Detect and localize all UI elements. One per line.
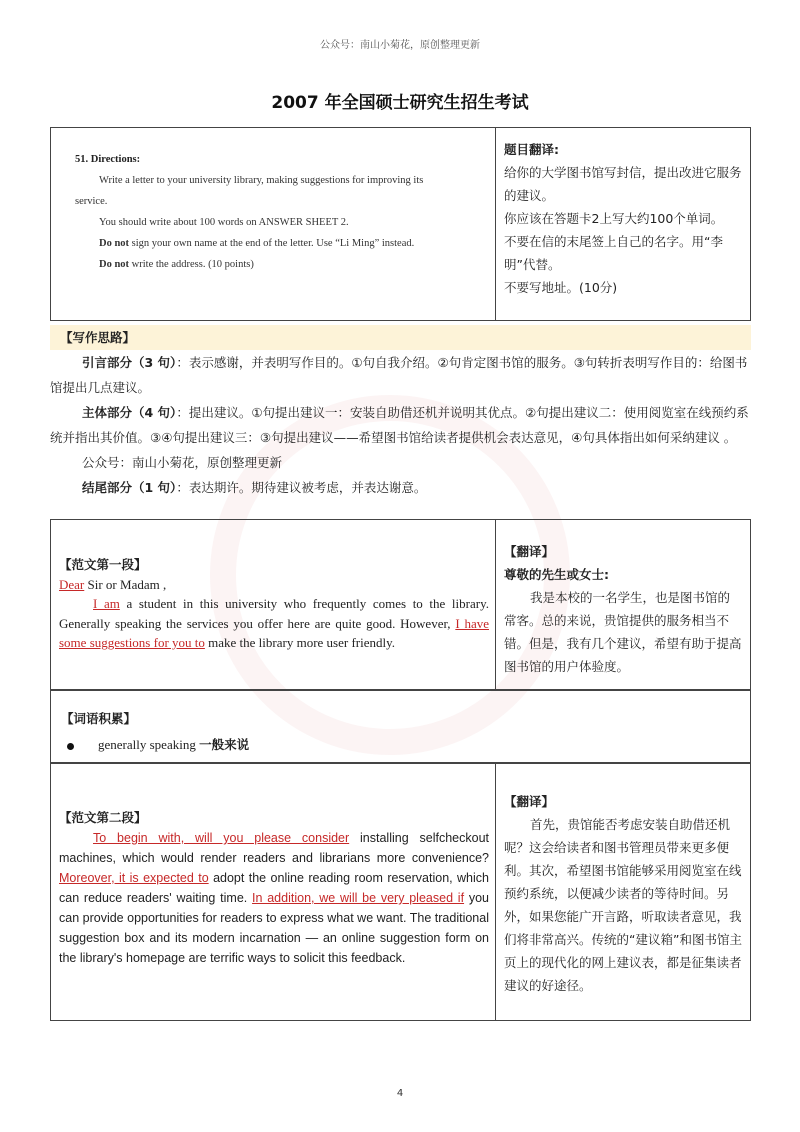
sample1-table	[50, 519, 751, 690]
trans1-label: 【翻译】	[504, 544, 555, 559]
directions-line-1: Write a letter to your university library, making suggestions for improving its	[99, 175, 424, 186]
ideas-header: 【写作思路】	[50, 325, 751, 350]
sample2-text-2: adopt the online reading room reservation, which can reduce readers' waiting time.	[59, 871, 489, 905]
translation-line-2: 你应该在答题卡2上写大约100个单词。	[504, 211, 724, 226]
salutation-rest: Sir or Madam ,	[84, 576, 167, 592]
directions-line-3: You should write about 100 words on ANSWER SHEET 2.	[99, 217, 349, 228]
translation-line-4: 不要写地址。(10分)	[504, 280, 618, 295]
intro-label: 引言部分（3 句）	[82, 355, 177, 370]
ideas-note: 公众号：南山小菊花，原创整理更新	[82, 455, 283, 470]
trans2-cell	[496, 764, 751, 1021]
highlight-suggestions: I have some suggestions for you to	[59, 615, 490, 650]
question-table	[50, 127, 751, 321]
sample2-paragraph	[59, 828, 489, 968]
salutation-dear: Dear	[59, 576, 85, 592]
sample1-text-2: make the library more user friendly.	[204, 635, 396, 650]
translation-line-3: 不要在信的末尾签上自己的名字。用“李明”代替。	[504, 234, 723, 272]
directions-title: 51. Directions:	[75, 154, 141, 165]
ideas-intro	[50, 350, 751, 400]
sample2-cell	[51, 764, 496, 1021]
directions-cell	[51, 128, 496, 321]
trans2-text: 首先，贵馆能否考虑安装自助借还机呢？这会给读者和图书管理员带来更多便利。其次，希望图书馆能够采用阅览室在线预约系统，以便减少读者的等待时间。另外，如果您能广开言路，听取读者意见，我们将非常高兴。传统的“建议箱”和图书馆主页上的现代化的网上建议表，都是征集读者建议的好途径。	[504, 817, 742, 993]
bullet-icon	[67, 743, 74, 750]
translation-line-1: 给你的大学图书馆写封信，提出改进它服务的建议。	[504, 165, 742, 203]
trans1-text: 我是本校的一名学生，也是图书馆的常客。总的来说，贵馆提供的服务相当不错。但是，我有几个建议，希望有助于提高图书馆的用户体验度。	[504, 590, 742, 674]
vocab-cell	[51, 691, 751, 763]
sample1-label: 【范文第一段】	[59, 557, 147, 572]
header-note: 公众号：南山小菊花，原创整理更新	[320, 40, 480, 51]
vocab-cn: 一般来说	[199, 737, 250, 752]
ideas-end	[50, 475, 751, 500]
highlight-moreover: Moreover, it is expected to	[59, 871, 209, 885]
sample2-table	[50, 763, 751, 1021]
end-text: ：表达期许。期待建议被考虑，并表达谢意。	[176, 480, 427, 495]
end-label: 结尾部分（1 句）	[82, 480, 177, 495]
do-not-2: Do not	[99, 259, 130, 270]
sample1-text-1: a student in this university who frequently comes to the library. Generally speaking the services you offer here are quite good. However,	[59, 596, 489, 631]
directions-line-2: service.	[75, 196, 108, 207]
highlight-begin: To begin with, will you please consider	[93, 831, 350, 845]
do-not-1: Do not	[99, 238, 130, 249]
page-title: 2007 年全国硕士研究生招生考试	[271, 93, 529, 113]
sample1-paragraph	[59, 594, 489, 653]
intro-text: ：表示感谢，并表明写作目的。①句自我介绍。②句肯定图书馆的服务。③句转折表明写作目的：给图书馆提出几点建议。	[50, 355, 748, 395]
vocab-item	[61, 735, 742, 753]
vocab-table	[50, 690, 751, 763]
directions-line-4	[75, 233, 485, 254]
page-number: 4	[396, 1088, 404, 1099]
highlight-addition: In addition, we will be very pleased if	[252, 891, 465, 905]
trans1-cell	[496, 520, 751, 690]
ideas-body-part	[50, 400, 751, 450]
highlight-i-am: I am	[93, 596, 120, 611]
directions-line-5	[75, 254, 485, 275]
sample1-cell	[51, 520, 496, 690]
translation-label: 题目翻译:	[504, 142, 559, 157]
trans1-greeting: 尊敬的先生或女士:	[504, 567, 609, 582]
vocab-label: 【词语积累】	[61, 711, 137, 726]
body-text: ：提出建议。①句提出建议一：安装自助借还机并说明其优点。②句提出建议二：使用阅览室在线预约系统并指出其价值。③④句提出建议三：③句提出建议——希望图书馆给读者提供机会表达意见，④句具体指出如何采纳建议 。	[50, 405, 749, 445]
trans2-label: 【翻译】	[504, 794, 555, 809]
sample2-label: 【范文第二段】	[59, 810, 147, 825]
writing-ideas	[50, 325, 751, 500]
vocab-en: generally speaking	[98, 737, 196, 752]
sample2-text-1: installing selfcheckout machines, which would render readers and librarians more convenience?	[59, 831, 489, 865]
body-label: 主体部分（4 句）	[82, 405, 177, 420]
salutation	[59, 575, 489, 595]
directions-line-4-text: sign your own name at the end of the letter. Use “Li Ming” instead.	[129, 238, 415, 249]
directions-line-5-text: write the address. (10 points)	[129, 259, 254, 270]
sample2-text-3: you can provide opportunities for readers to express what we want. The traditional suggestion box and its modern incarnation — an online suggestion form on the library's homepage are terrific ways to solicit this feedback.	[59, 891, 489, 965]
translation-cell	[496, 128, 751, 321]
